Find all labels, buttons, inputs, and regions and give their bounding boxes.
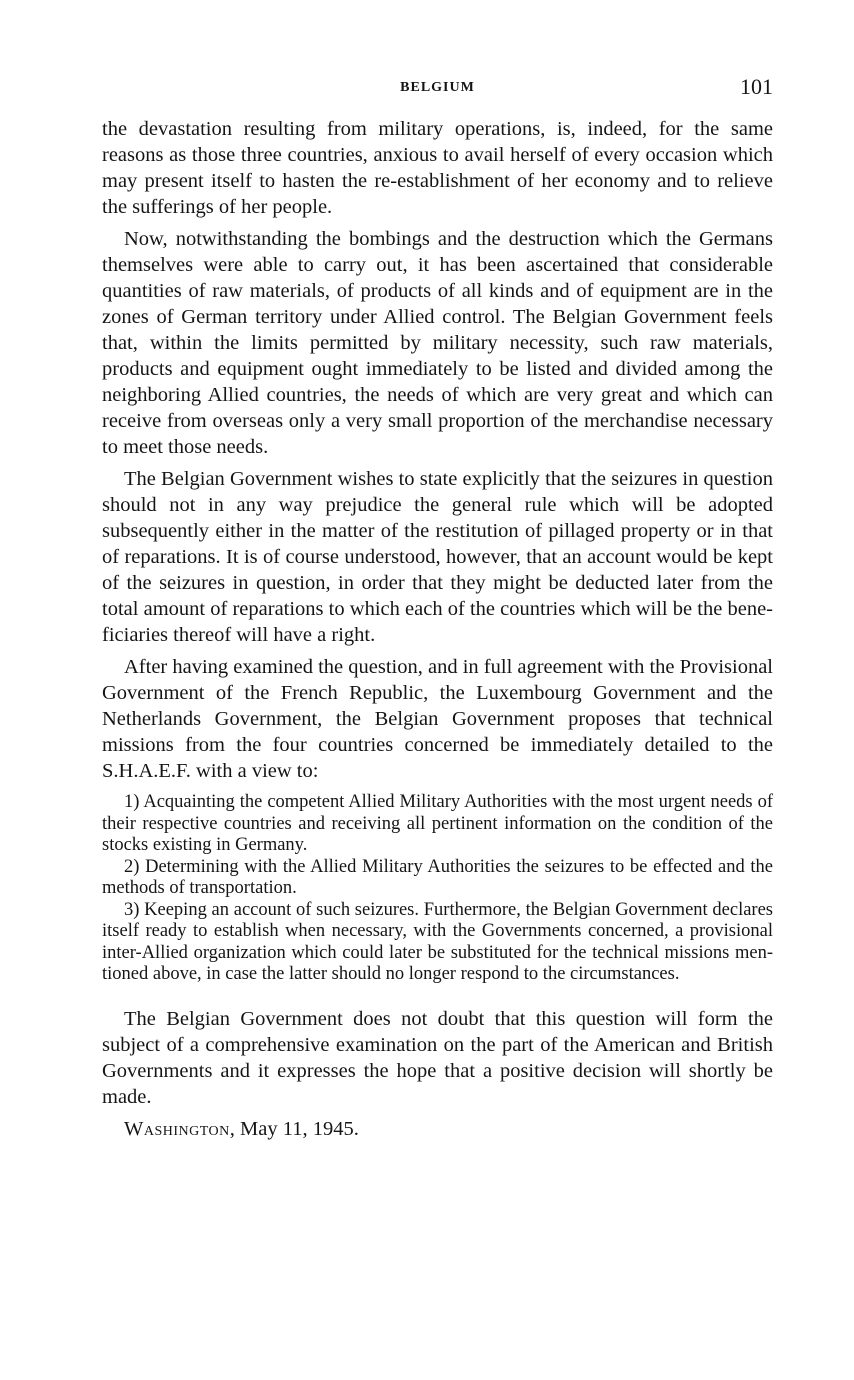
dateline	[102, 1116, 773, 1142]
page-header	[102, 74, 773, 104]
body-text	[102, 116, 773, 1142]
list-item: 3) Keeping an account of such seizures. Furthermore, the Belgian Government declares itself ready to establish when necessary, with the Governments concerned, a provisional inter-Allied organization which could later be substituted for the technical missions mentioned above, in case the latter should no longer respond to the circumstances.	[102, 899, 773, 984]
closing-paragraph: The Belgian Government does not doubt that this question will form the subject of a comprehensive examination on the part of the American and British Governments and it expresses the hope that a positive decision will shortly be made.	[102, 1007, 773, 1108]
paragraph: The Belgian Government wishes to state explicitly that the seizures in question should not in any way prejudice the general rule which will be adopted subsequently either in the matter of the restitution of pillaged property or in that of reparations. It is of course understood, however, that an account would be kept of the seizures in question, in order that they might be deducted later from the total amount of reparations to which each of the countries which will be the beneficiaries thereof will have a right.	[102, 468, 773, 646]
paragraph: Now, notwithstanding the bombings and the destruction which the Germans themselves were able to carry out, it has been ascertained that considerable quantities of raw materials, of products of all kinds and of equipment are in the zones of German territory under Allied control. The Belgian Government feels that, within the limits permitted by military necessity, such raw materials, products and equipment ought immediately to be listed and divided among the neighboring Allied countries, the needs of which are very great and which can receive from overseas only a very small proportion of the merchandise necessary to meet those needs.	[102, 228, 773, 458]
paragraph: After having examined the question, and in full agreement with the Provisional Government of the French Republic, the Luxembourg Government and the Netherlands Government, the Belgian Government proposes that technical missions from the four countries concerned be immediately detailed to the S.H.A.E.F. with a view to:	[102, 656, 774, 782]
dateline-date: , May 11, 1945.	[229, 1117, 359, 1140]
page-number: 101	[740, 74, 773, 99]
numbered-list	[102, 792, 773, 986]
paragraph-continued: the devastation resulting from military operations, is, indeed, for the same reasons as those three countries, anxious to avail herself of every occasion which may present itself to hasten the re-establishment of her economy and to relieve the sufferings of her people.	[102, 118, 773, 218]
list-item: 2) Determining with the Allied Military Authorities the seizures to be effected and the methods of transportation.	[102, 856, 773, 898]
running-head: BELGIUM	[400, 80, 475, 95]
list-item: 1) Acquainting the competent Allied Military Authorities with the most urgent needs of their respective countries and receiving all pertinent information on the condition of the stocks existing in Germany.	[102, 792, 773, 855]
dateline-place: Washington	[124, 1117, 230, 1140]
